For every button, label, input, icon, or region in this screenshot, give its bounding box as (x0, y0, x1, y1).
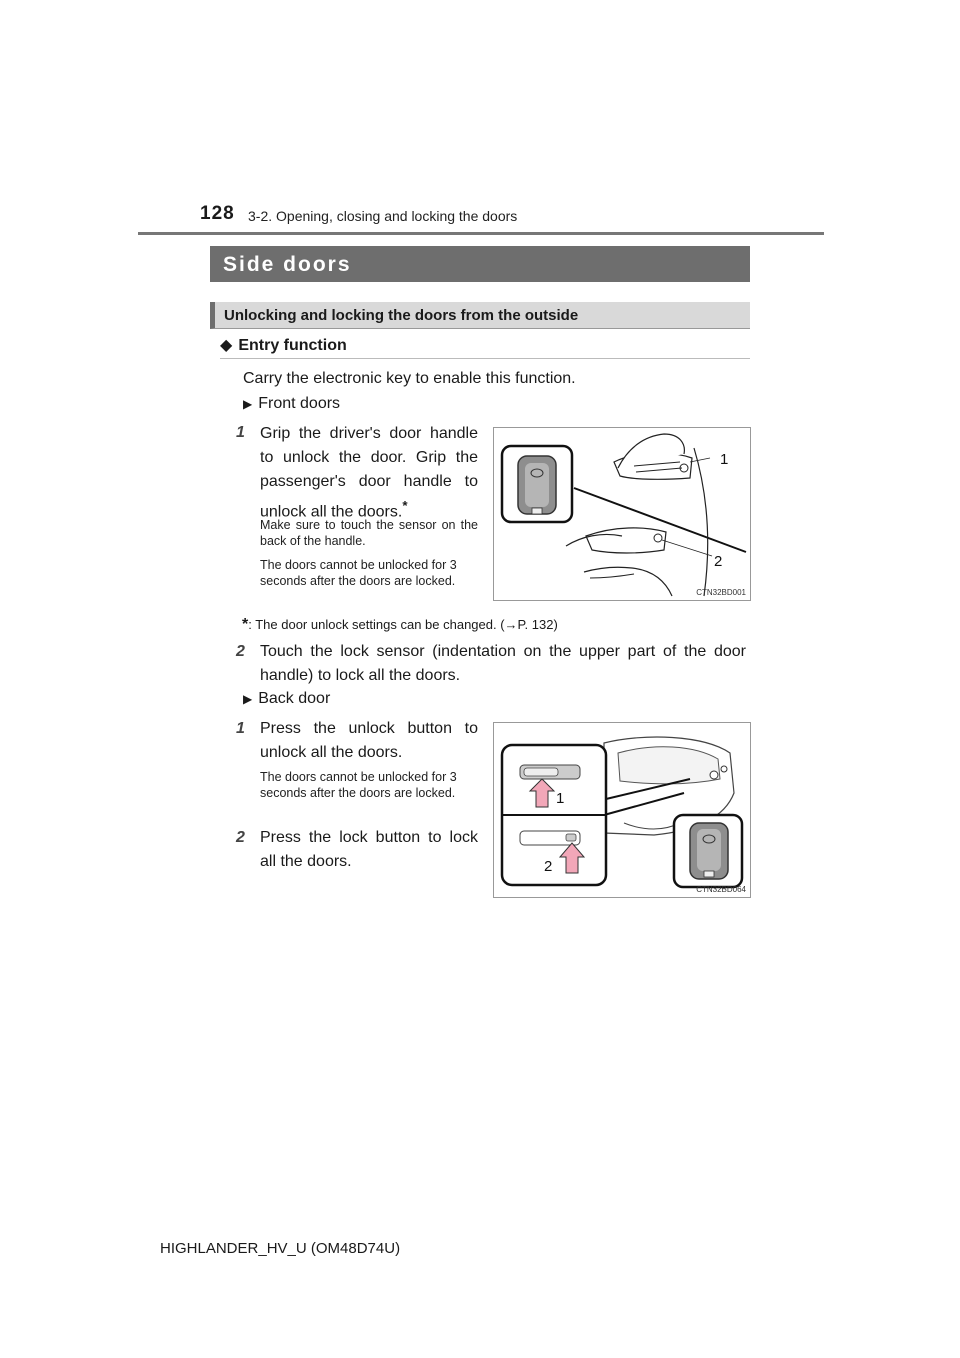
front-step-1-text: Grip the driver's door handle to unlock the door. Grip the passenger's door handle to unlock all the doors. (260, 425, 478, 521)
callout-1: 1 (556, 790, 565, 807)
back-step-1-note: The doors cannot be unlocked for 3 seconds after the doors are locked. (260, 770, 457, 800)
entry-intro: Carry the electronic key to enable this function. (243, 370, 576, 387)
back-step-number-1: 1 (236, 720, 245, 737)
key-button (704, 871, 714, 877)
front-door-illustration (494, 428, 750, 600)
entry-function-heading (220, 335, 347, 355)
front-step-1 (260, 422, 478, 524)
page-number: 128 (200, 203, 235, 224)
step-number-2: 2 (236, 643, 245, 660)
figure-code-back: CTN32BD064 (696, 885, 746, 894)
entry-divider (220, 358, 750, 359)
header-divider (138, 232, 824, 235)
front-step-2-text: Touch the lock sensor (indentation on the upper part of the door handle) to lock all the doors. (260, 643, 746, 684)
step-number-1: 1 (236, 424, 245, 441)
callout-1: 1 (720, 451, 729, 468)
front-step-1-note-sensor: Make sure to touch the sensor on the back of the handle. (260, 518, 478, 548)
front-step-1-note-delay: The doors cannot be unlocked for 3 seconds after the doors are locked. (260, 558, 457, 588)
footer-model: HIGHLANDER_HV_U (OM48D74U) (160, 1240, 401, 1257)
chapter-heading: 3-2. Opening, closing and locking the doors (248, 208, 518, 224)
footnote (242, 616, 558, 634)
back-step-1-text: Press the unlock button to unlock all the doors. (260, 720, 478, 761)
back-door-figure (493, 722, 751, 898)
entry-function-label: Entry function (238, 337, 347, 354)
back-door-item (243, 690, 330, 708)
section-title: Side doors (210, 246, 750, 282)
back-door-label: Back door (258, 690, 331, 707)
back-step-2-text: Press the lock button to lock all the doors. (260, 829, 478, 870)
footnote-text: : The door unlock settings can be changed. (→P. 132) (248, 617, 558, 632)
footnote-star: * (242, 616, 249, 633)
triangle-bullet-icon: ▶ (243, 397, 253, 411)
front-doors-label: Front doors (258, 395, 341, 412)
back-door-illustration (494, 723, 750, 897)
front-door-figure (493, 427, 751, 601)
callout-2: 2 (714, 553, 723, 570)
front-doors-item (243, 395, 340, 413)
callout-2: 2 (544, 858, 553, 875)
diamond-bullet-icon: ◆ (220, 337, 233, 354)
lower-door-handle (586, 528, 666, 553)
subsection-title: Unlocking and locking the doors from the outside (210, 302, 750, 329)
footnote-marker: * (402, 498, 408, 513)
smart-key-face (525, 463, 549, 507)
back-step-number-2: 2 (236, 829, 245, 846)
triangle-bullet-icon: ▶ (243, 692, 253, 706)
figure-code-front: CTN32BD001 (696, 588, 746, 597)
door-edge (694, 448, 708, 596)
key-button (532, 508, 542, 514)
